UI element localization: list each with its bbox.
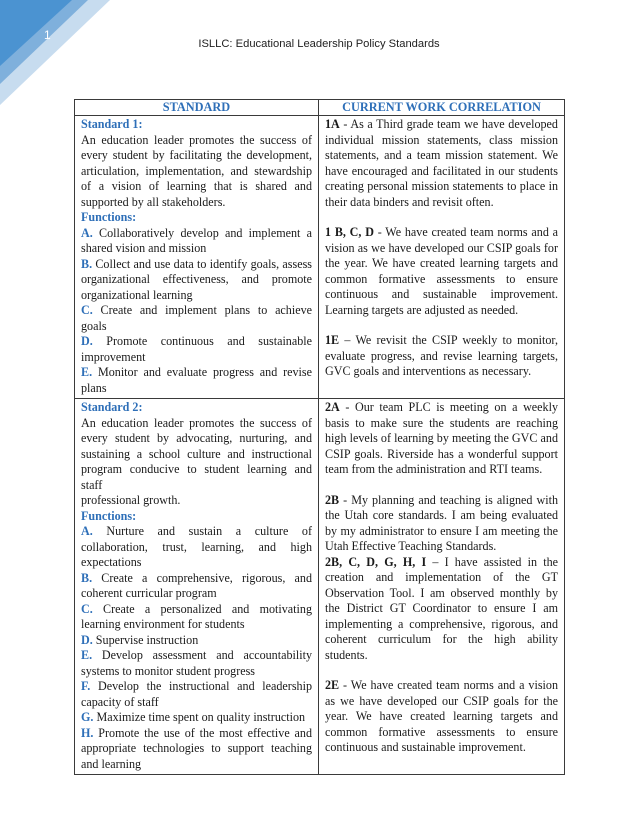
function-text: Create and implement plans to achieve goals (81, 303, 312, 333)
function-letter: C. (81, 303, 93, 317)
standard-title: Standard 1: (81, 117, 143, 131)
functions-label: Functions: (81, 508, 137, 523)
function-text: Maximize time spent on quality instruction (96, 710, 306, 724)
function-item (81, 571, 312, 602)
function-letter: G. (81, 710, 94, 724)
work-code: 1 B, C, D (325, 225, 374, 239)
standard-title: Standard 2: (81, 400, 143, 414)
function-letter: A. (81, 524, 93, 538)
function-text: Promote continuous and sustainable improvement (81, 334, 312, 364)
work-entry (325, 400, 558, 478)
function-item (81, 726, 312, 773)
function-item (81, 633, 312, 649)
function-item (81, 710, 312, 726)
column-header-standard: STANDARD (75, 100, 319, 116)
work-separator: - (373, 225, 386, 239)
work-code: 2A (325, 400, 340, 414)
function-letter: E. (81, 365, 93, 379)
work-text: My planning and teaching is aligned with the Utah core standards. I am being evaluated by my administrator to ensure I am meeting the Utah Effective Teaching Standards. (325, 492, 558, 553)
function-item (81, 679, 312, 710)
function-letter: B. (81, 570, 93, 585)
standard-cell (75, 399, 319, 775)
work-separator: - (339, 117, 351, 131)
function-text: Develop assessment and accountability systems to monitor student progress (81, 648, 312, 678)
standard-text: An education leader promotes the success of every student by facilitating the development, articulation, implementation, and stewardship of a vision of learning that is shared and supported by all stakeholders. (81, 132, 312, 209)
function-text: Nurture and sustain a culture of collaboration, trust, learning, and high expectations (81, 524, 312, 569)
work-separator: – (339, 333, 356, 347)
function-text: Promote the use of the most effective and appropriate technologies to support teaching and learning (81, 725, 312, 771)
function-letter: A. (81, 225, 93, 240)
function-letter: D. (81, 334, 93, 348)
table-header-row (75, 100, 565, 116)
work-text: We have created team norms and a vision as we have developed our CSIP goals for the year. We have created learning targets and common formative assessments to ensure continuous and sustainable improvement. Learning targets are adjusted as needed. (325, 225, 558, 317)
column-header-work: CURRENT WORK CORRELATION (319, 100, 565, 116)
function-letter: B. (81, 256, 93, 271)
function-text: Create a comprehensive, rigorous, and coherent curricular program (81, 570, 313, 600)
work-code: 2B, C, D, G, H, I (325, 554, 427, 569)
function-item (81, 365, 312, 396)
work-separator: - (339, 492, 352, 507)
function-item (81, 303, 312, 334)
work-separator: - (339, 400, 355, 414)
work-entry (325, 678, 558, 756)
function-letter: F. (81, 679, 91, 693)
standards-table (74, 99, 564, 775)
functions-label: Functions: (81, 210, 137, 224)
work-separator: – (426, 554, 445, 569)
work-text: We revisit the CSIP weekly to monitor, evaluate progress, and revise learning targets, GVC goals and interventions as necessary. (325, 333, 558, 378)
function-letter: H. (81, 725, 94, 740)
work-text: As a Third grade team we have developed individual mission statements, class mission statements, and a team mission statement. We have encouraged and facilitated in our students creating personal mission statements to place in their data binders and revisit often. (325, 117, 558, 209)
work-separator: - (339, 678, 351, 692)
function-text: Collect and use data to identify goals, assess organizational effectiveness, and promote organizational learning (81, 256, 312, 302)
function-text: Create a personalized and motivating learning environment for students (81, 601, 312, 631)
standard-text-continued: professional growth. (81, 493, 181, 507)
standard-cell (75, 116, 319, 399)
page-header: ISLLC: Educational Leadership Policy Standards (198, 38, 440, 50)
function-item (81, 602, 312, 633)
standard-text: An education leader promotes the success of every student by advocating, nurturing, and sustaining a school culture and instructional program conducive to student learning and staff (81, 415, 312, 492)
work-cell (319, 116, 565, 399)
function-letter: D. (81, 632, 93, 647)
work-code: 1A (325, 117, 340, 131)
work-entry (325, 555, 558, 664)
work-text: I have assisted in the creation and implementation of the GT Observation Tool. I am observed monthly by the District GT Coordinator to ensure I am implementing a comprehensive, rigorous, and coherent curriculum for the high ability students. (325, 554, 558, 662)
table-row (75, 399, 565, 775)
function-letter: E. (81, 648, 93, 662)
function-text: Collaboratively develop and implement a shared vision and mission (81, 225, 312, 255)
work-cell (319, 399, 565, 775)
work-entry (325, 225, 558, 318)
work-entry (325, 117, 558, 210)
function-item (81, 226, 312, 257)
work-text: We have created team norms and a vision as we have developed our CSIP goals for the year. We have created learning targets and common formative assessments to ensure continuous and sustainable improvement. (325, 678, 558, 754)
corner-decoration (0, 0, 110, 105)
table-row (75, 116, 565, 399)
work-entry (325, 493, 558, 555)
function-item (81, 257, 312, 304)
function-text: Supervise instruction (95, 632, 199, 647)
function-item (81, 334, 312, 365)
work-code: 2E (325, 678, 340, 692)
function-text: Monitor and evaluate progress and revise plans (81, 365, 312, 395)
work-entry (325, 333, 558, 380)
work-code: 1E (325, 333, 340, 347)
function-letter: C. (81, 601, 93, 616)
function-text: Develop the instructional and leadership capacity of staff (81, 679, 312, 709)
function-item (81, 524, 312, 571)
work-text: Our team PLC is meeting on a weekly basis to make sure the students are reaching high levels of learning by meeting the GVC and CSIP goals. Riverside has a wonderful support team from the administration and RTI teams. (325, 400, 558, 476)
function-item (81, 648, 312, 679)
page-number: 1 (44, 28, 51, 42)
work-code: 2B (325, 492, 340, 507)
